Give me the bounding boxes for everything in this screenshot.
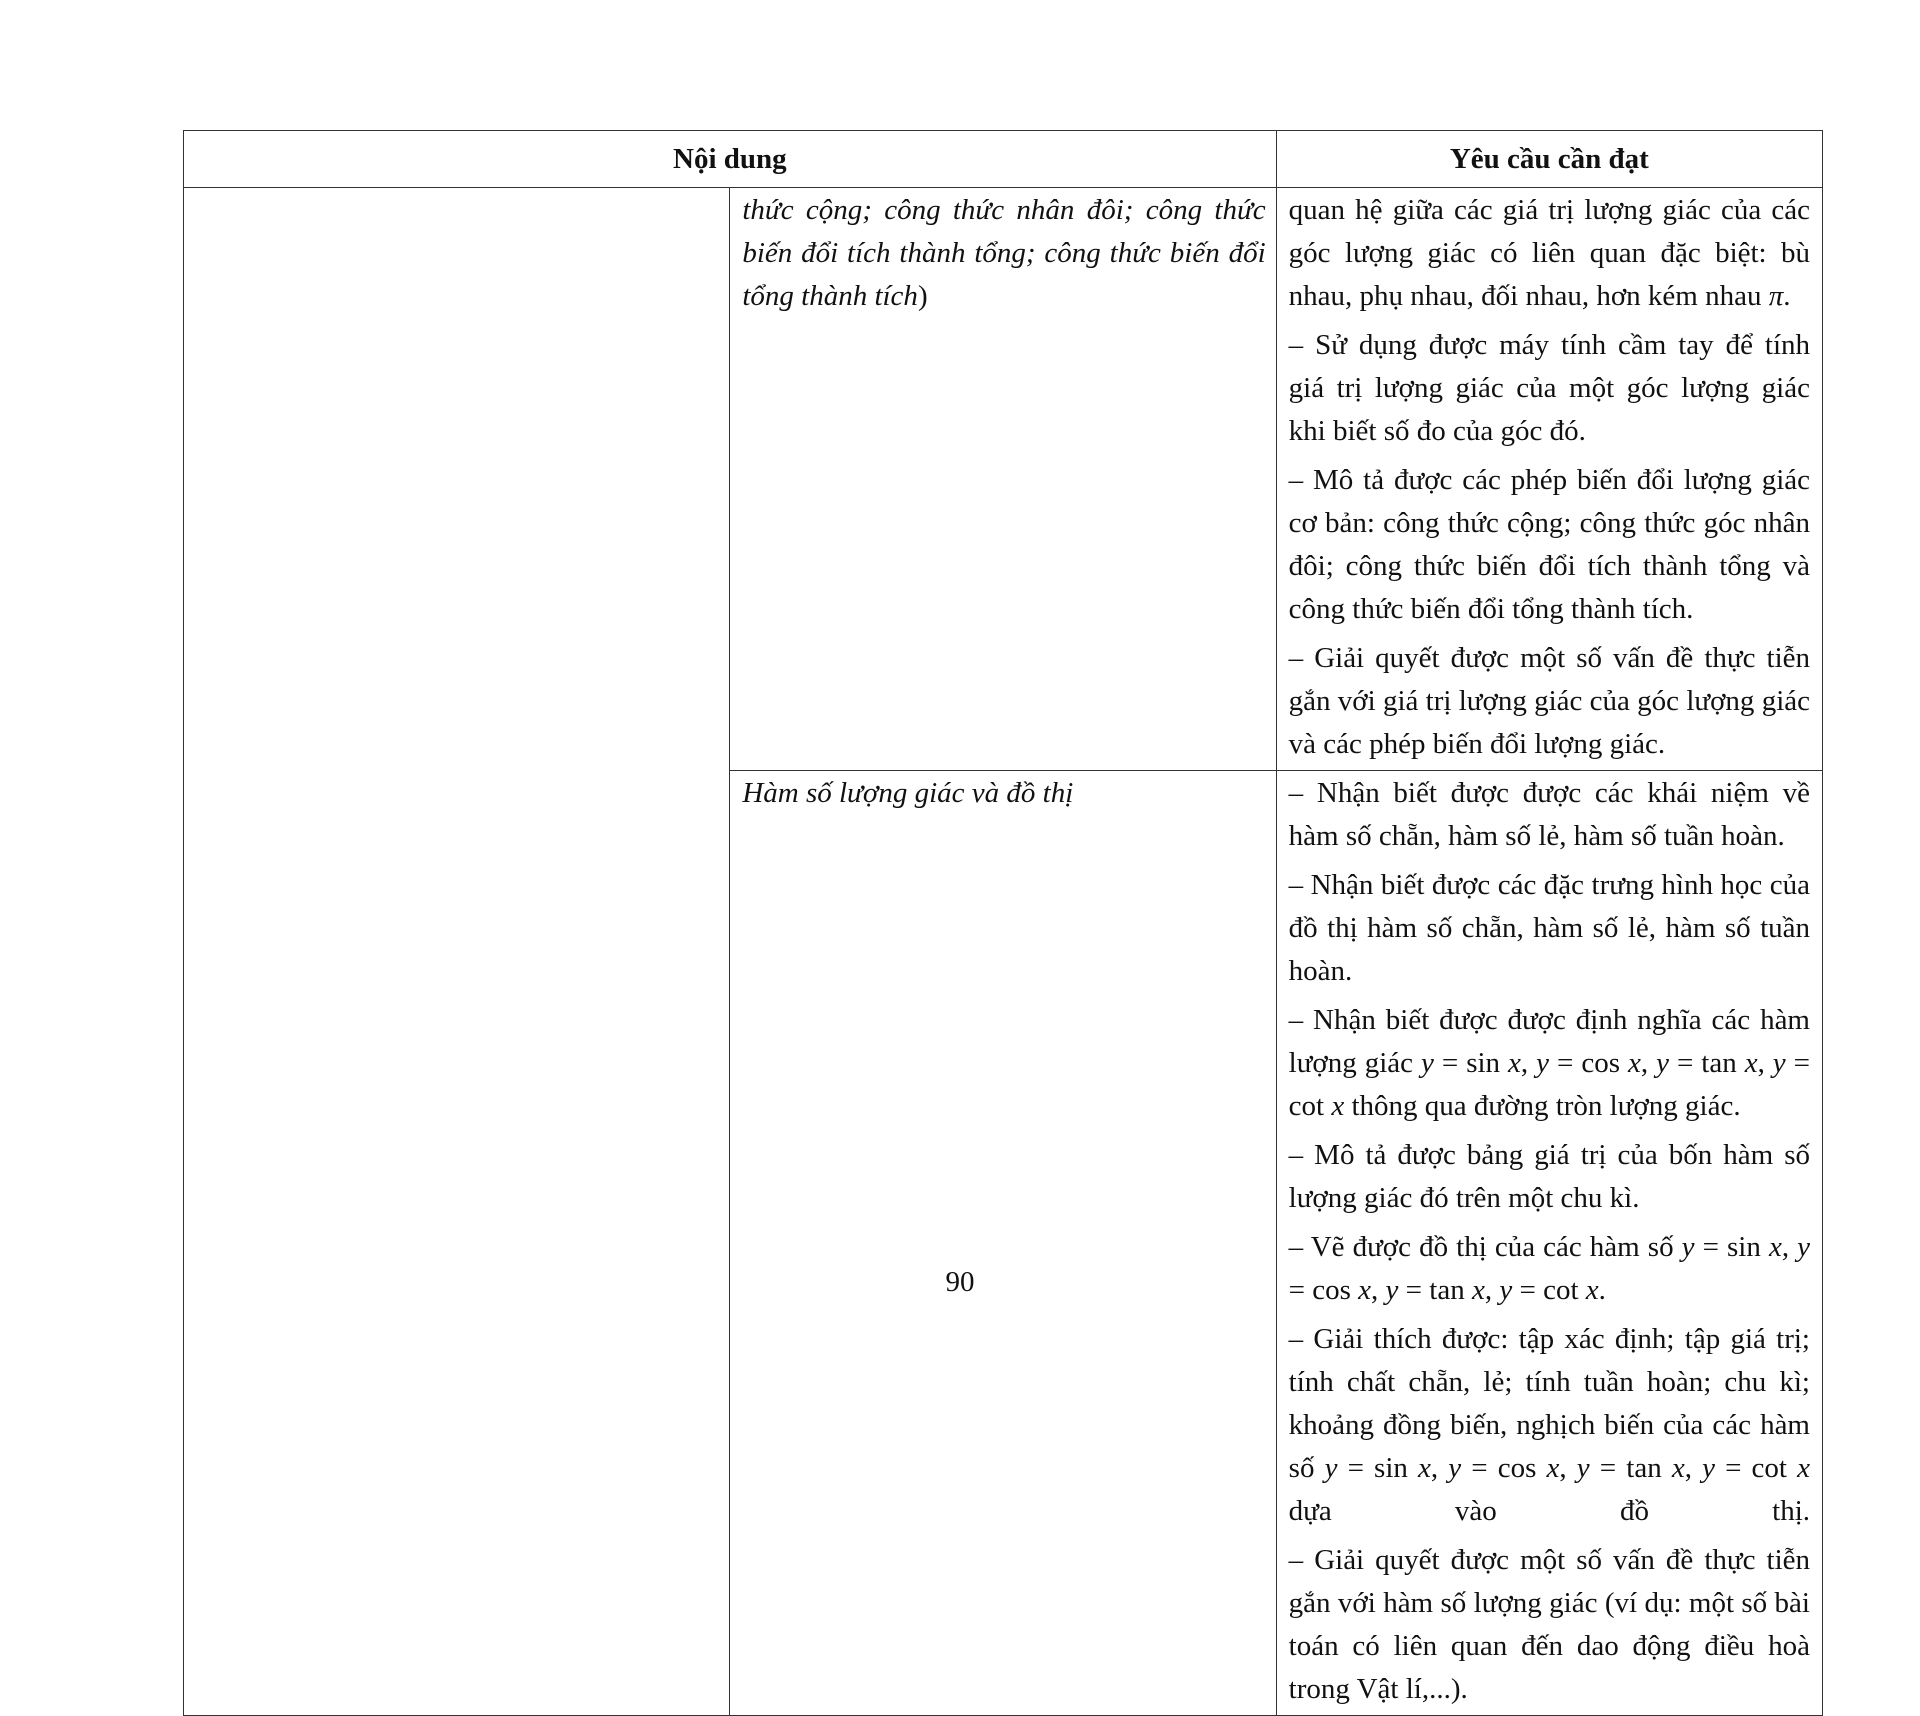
header-content: Nội dung [184, 131, 1277, 188]
requirement-item: – Giải quyết được một số vấn đề thực tiễn gắn với hàm số lượng giác (ví dụ: một số bài toán có liên quan đến dao động điều hoà trong Vật lí,...). [1288, 1544, 1810, 1705]
requirement-item: quan hệ giữa các giá trị lượng giác của các góc lượng giác có liên quan đặc biệt: bù nhau, phụ nhau, đối nhau, hơn kém nhau π. [1288, 194, 1810, 312]
requirements-cell [1276, 771, 1822, 1716]
requirement-item: – Nhận biết được được định nghĩa các hàm lượng giác y = sin x, y = cos x, y = tan x, y = cot x thông qua đường tròn lượng giác. [1288, 1004, 1811, 1122]
curriculum-table [183, 130, 1823, 1716]
category-cell [184, 188, 730, 1716]
topic-text: Hàm số lượng giác và đồ thị [742, 777, 1074, 809]
requirement-item: – Giải thích được: tập xác định; tập giá trị; tính chất chẵn, lẻ; tính tuần hoàn; chu kì; khoảng đồng biến, nghịch biến của các hàm số y = sin x, y = cos x, y = tan x, y = cot x dựa vào đồ thị. [1288, 1323, 1810, 1527]
requirement-item: – Nhận biết được các đặc trưng hình học của đồ thị hàm số chẵn, hàm số lẻ, hàm số tuần hoàn. [1288, 869, 1810, 987]
table-row [184, 188, 1823, 771]
requirement-item: – Mô tả được các phép biến đổi lượng giác cơ bản: công thức cộng; công thức góc nhân đôi; công thức biến đổi tích thành tổng và công thức biến đổi tổng thành tích. [1288, 464, 1810, 625]
topic-text: thức cộng; công thức nhân đôi; công thức biến đổi tích thành tổng; công thức biến đổi tổng thành tích [742, 194, 1266, 312]
table-header-row [184, 131, 1823, 188]
requirement-item: – Sử dụng được máy tính cầm tay để tính giá trị lượng giác của một góc lượng giác khi biết số đo của góc đó. [1288, 329, 1810, 447]
requirement-item: – Nhận biết được được các khái niệm về hàm số chẵn, hàm số lẻ, hàm số tuần hoàn. [1288, 777, 1810, 852]
header-requirements: Yêu cầu cần đạt [1276, 131, 1822, 188]
requirement-item: – Giải quyết được một số vấn đề thực tiễn gắn với giá trị lượng giác của góc lượng giác và các phép biến đổi lượng giác. [1288, 642, 1810, 760]
requirements-cell [1276, 188, 1822, 771]
requirement-item: – Vẽ được đồ thị của các hàm số y = sin x, y = cos x, y = tan x, y = cot x. [1288, 1231, 1811, 1306]
topic-cell [730, 771, 1276, 1716]
topic-suffix: ) [917, 280, 928, 312]
requirement-item: – Mô tả được bảng giá trị của bốn hàm số lượng giác đó trên một chu kì. [1288, 1139, 1810, 1214]
topic-cell [730, 188, 1276, 771]
page-number: 90 [945, 1266, 975, 1298]
